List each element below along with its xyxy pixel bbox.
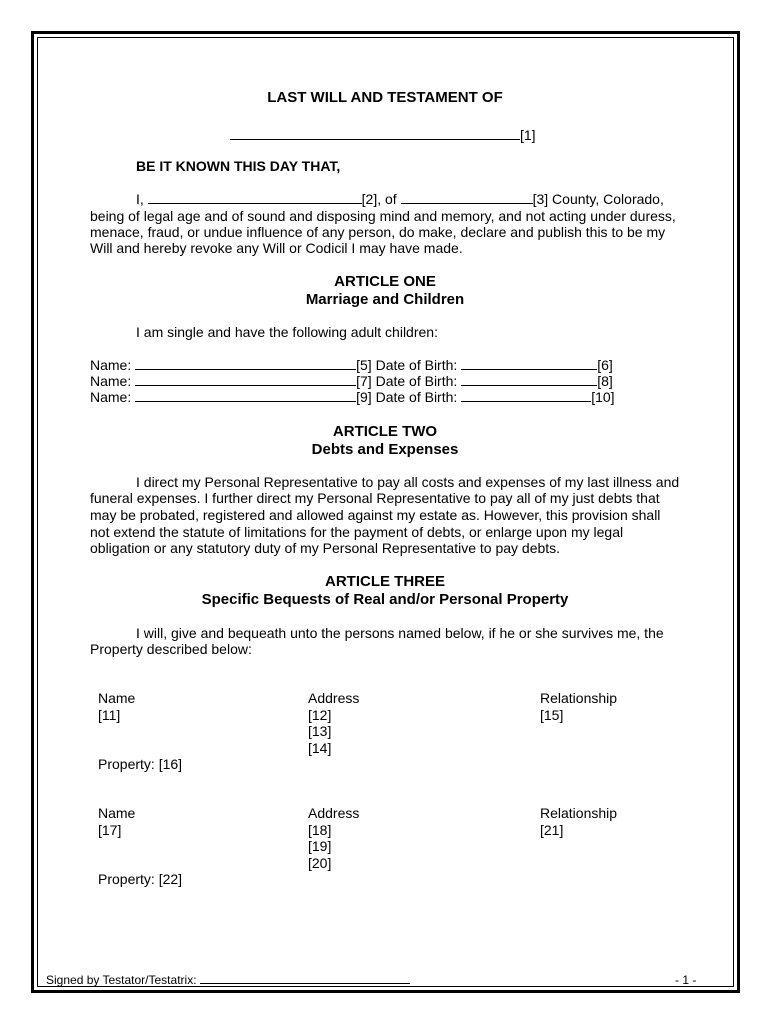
article-one-statement: I am single and have the following adult children: <box>136 324 438 340</box>
child-name-ref: [5] Date of Birth: <box>356 357 458 373</box>
bequest-address-ref: [20] <box>308 855 332 871</box>
testator-name-ref: [1] <box>520 127 536 143</box>
child-dob-ref: [8] <box>597 373 613 389</box>
article-three-heading: ARTICLE THREE <box>325 573 445 590</box>
article-one-heading: ARTICLE ONE <box>334 273 436 290</box>
declaration-name-ref: [2], of <box>361 191 397 207</box>
article-three-subheading: Specific Bequests of Real and/or Personal Property <box>201 591 569 608</box>
child-name-blank <box>135 357 356 370</box>
child-dob-ref: [10] <box>591 389 615 405</box>
article-two-subheading: Debts and Expenses <box>311 441 459 458</box>
bequest-address-ref: [18] <box>308 822 332 838</box>
bequest-address-ref: [19] <box>308 838 332 854</box>
signature-blank <box>200 974 410 984</box>
child-name-label: Name: <box>90 389 132 405</box>
bequest-address-ref: [13] <box>308 723 332 739</box>
intro-text: BE IT KNOWN THIS DAY THAT, <box>136 158 341 174</box>
declaration-prefix: I, <box>136 191 144 207</box>
bequest-address-label: Address <box>308 690 360 706</box>
child-name-ref: [9] Date of Birth: <box>356 389 458 405</box>
child-row <box>90 373 613 390</box>
article-three-line1: I will, give and bequeath unto the persons named below, if he or she survives me, the <box>136 625 664 641</box>
bequest-address-ref: [14] <box>308 740 332 756</box>
child-row <box>90 389 615 406</box>
bequest-name-label: Name <box>98 690 136 706</box>
bequest-name-ref: [11] <box>98 707 121 723</box>
bequest-address-ref: [12] <box>308 707 332 723</box>
page-number: - 1 - <box>675 973 697 987</box>
child-dob-blank <box>461 373 597 386</box>
testator-name-line <box>230 127 536 144</box>
bequest-relationship-label: Relationship <box>540 805 618 821</box>
article-two-heading: ARTICLE TWO <box>332 423 438 440</box>
testator-name-blank <box>230 127 520 140</box>
child-name-ref: [7] Date of Birth: <box>356 373 458 389</box>
child-name-blank <box>135 373 356 386</box>
child-name-label: Name: <box>90 357 132 373</box>
child-name-label: Name: <box>90 373 132 389</box>
child-dob-ref: [6] <box>597 357 613 373</box>
bequest-name-label: Name <box>98 805 136 821</box>
declaration-name-blank <box>148 191 362 204</box>
signature-line <box>46 973 410 987</box>
article-two-line1: I direct my Personal Representative to pay all costs and expenses of my last illness and <box>136 474 680 490</box>
child-name-blank <box>135 389 356 402</box>
declaration-county-ref: [3] County, Colorado, <box>532 191 664 207</box>
child-row <box>90 357 613 374</box>
article-two-line4: not extend the statute of limitations for the payment of debts, or enlarge upon my legal <box>90 524 624 540</box>
declaration-line4: Will and hereby revoke any Will or Codicil I may have made. <box>90 240 463 256</box>
article-two-line2: funeral expenses. I further direct my Personal Representative to pay all of my just debts that <box>90 490 660 506</box>
declaration-county-blank <box>401 191 533 204</box>
declaration-line1 <box>136 191 664 208</box>
article-three-line2: Property described below: <box>90 641 252 657</box>
declaration-line3: menace, fraud, or undue influence of any person, do make, declare and publish this to be my <box>90 224 666 240</box>
bequest-relationship-label: Relationship <box>540 690 618 706</box>
article-one-subheading: Marriage and Children <box>305 291 465 308</box>
bequest-relationship-ref: [21] <box>540 822 564 838</box>
bequest-address-label: Address <box>308 805 360 821</box>
bequest-property: Property: [22] <box>98 871 183 887</box>
article-two-line3: may be probated, registered and allowed against my estate as. However, this provision shall <box>90 507 661 523</box>
child-dob-blank <box>461 389 591 402</box>
declaration-line2: being of legal age and of sound and disposing mind and memory, and not acting under duress, <box>90 208 676 224</box>
child-dob-blank <box>461 357 597 370</box>
signed-by-label: Signed by Testator/Testatrix: <box>46 973 197 987</box>
bequest-property: Property: [16] <box>98 756 183 772</box>
bequest-name-ref: [17] <box>98 822 122 838</box>
article-two-line5: obligation or any statutory duty of my Personal Representative to pay debts. <box>90 540 561 556</box>
document-title: LAST WILL AND TESTAMENT OF <box>267 89 503 106</box>
bequest-relationship-ref: [15] <box>540 707 564 723</box>
